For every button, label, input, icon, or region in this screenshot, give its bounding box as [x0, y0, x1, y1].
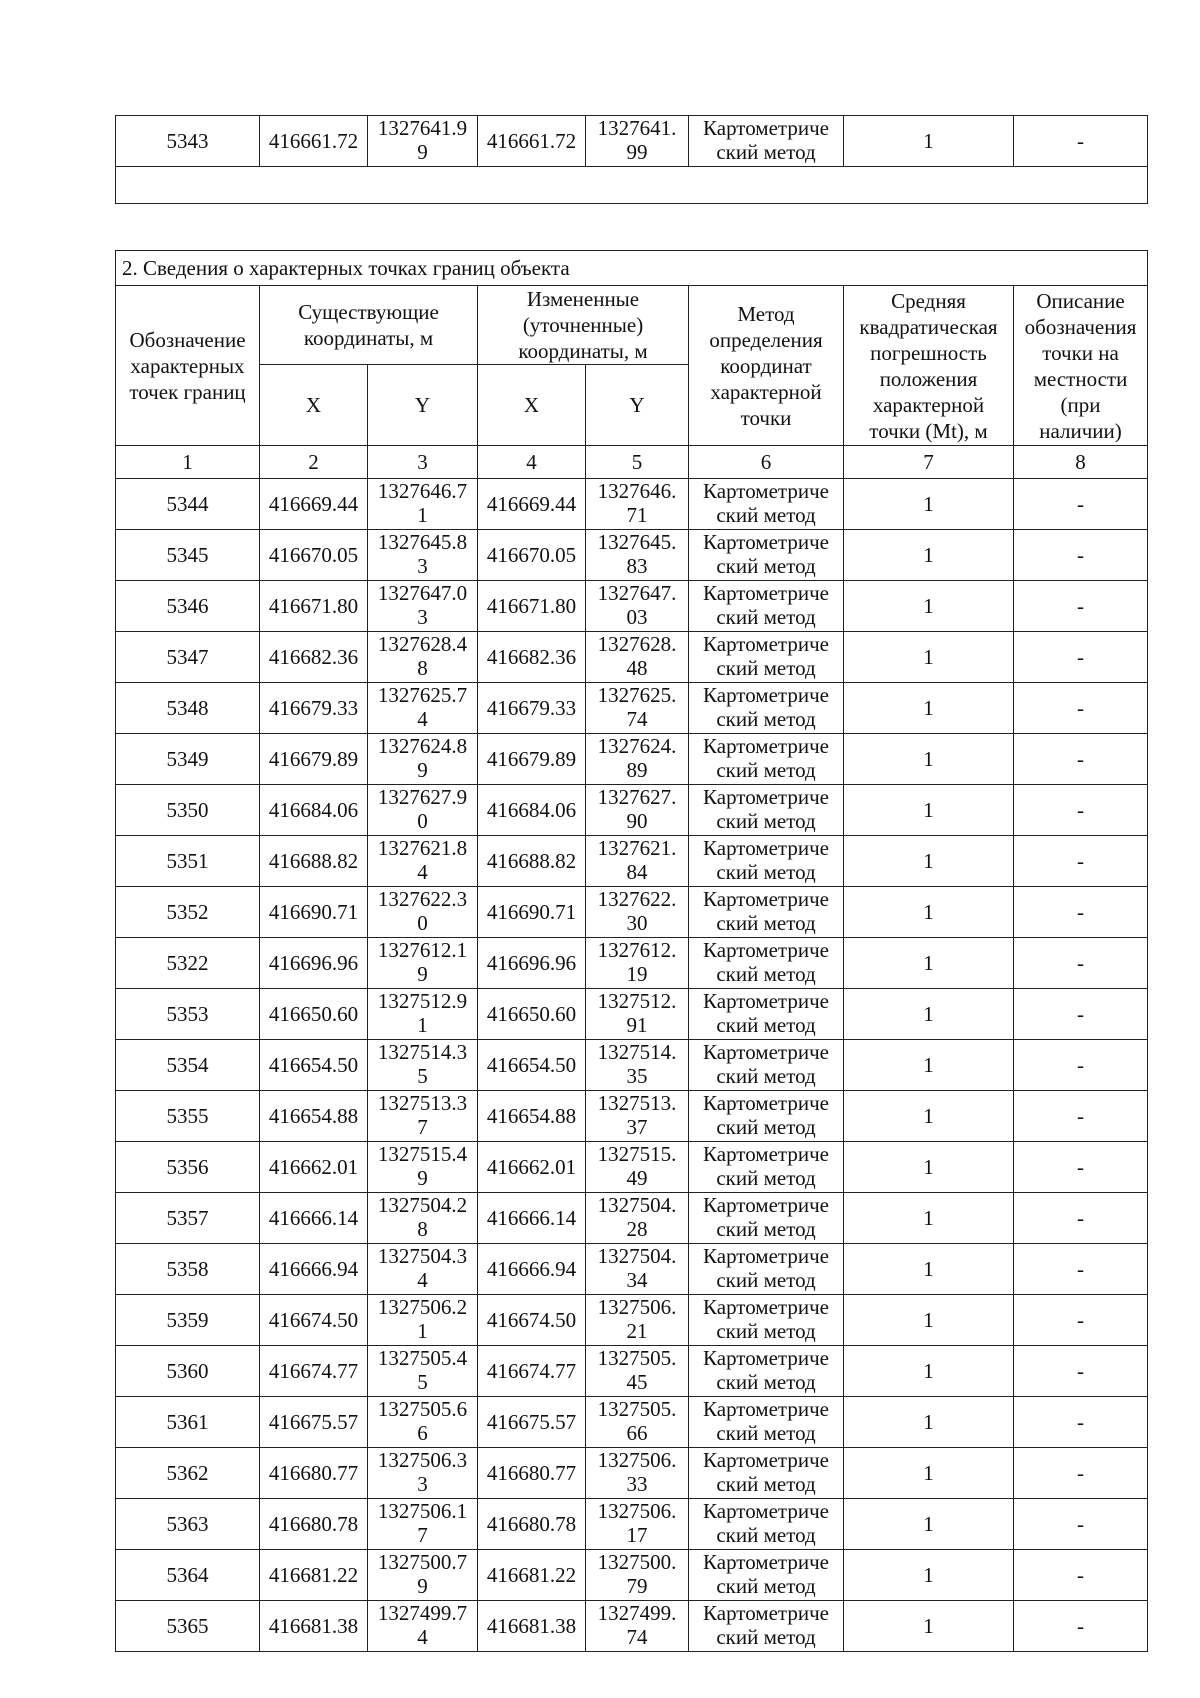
y-existing: 1327500.7 9 [368, 1550, 478, 1601]
x-existing: 416690.71 [260, 887, 368, 938]
description: - [1014, 632, 1148, 683]
x-new: 416681.22 [478, 1550, 586, 1601]
method: Картометриче ский метод [689, 1397, 844, 1448]
y-existing: 1327512.9 1 [368, 989, 478, 1040]
y-new: 1327512. 91 [586, 989, 689, 1040]
x-existing: 416684.06 [260, 785, 368, 836]
y-existing: 1327646.7 1 [368, 479, 478, 530]
description: - [1014, 989, 1148, 1040]
error-value: 1 [844, 1601, 1014, 1652]
empty-row [116, 167, 1148, 204]
x-new: 416662.01 [478, 1142, 586, 1193]
table-row [116, 989, 1148, 1040]
description: - [1014, 836, 1148, 887]
error-value: 1 [844, 581, 1014, 632]
x-new: 416688.82 [478, 836, 586, 887]
point-id: 5356 [116, 1142, 260, 1193]
error-value: 1 [844, 1091, 1014, 1142]
x-new: 416681.38 [478, 1601, 586, 1652]
y-existing: 1327499.7 4 [368, 1601, 478, 1652]
description: - [1014, 683, 1148, 734]
x-new: 416654.50 [478, 1040, 586, 1091]
error-value: 1 [844, 1040, 1014, 1091]
y-new: 1327514. 35 [586, 1040, 689, 1091]
y-existing: 1327625.7 4 [368, 683, 478, 734]
x-new: 416680.78 [478, 1499, 586, 1550]
x-existing: 416679.33 [260, 683, 368, 734]
y-new: 1327513. 37 [586, 1091, 689, 1142]
y-existing: 1327645.8 3 [368, 530, 478, 581]
header-error: Средняя квадратическая погрешность положения характерной точки (Mt), м [844, 286, 1014, 446]
y-new: 1327499. 74 [586, 1601, 689, 1652]
x-existing: 416666.14 [260, 1193, 368, 1244]
point-id: 5322 [116, 938, 260, 989]
x-existing: 416654.88 [260, 1091, 368, 1142]
x-existing: 416680.77 [260, 1448, 368, 1499]
description: - [1014, 479, 1148, 530]
x-new: 416679.89 [478, 734, 586, 785]
y-new: 1327641. 99 [586, 116, 689, 167]
method: Картометриче ский метод [689, 1193, 844, 1244]
error-value: 1 [844, 734, 1014, 785]
description: - [1014, 1040, 1148, 1091]
column-numbers-row [116, 446, 1148, 479]
method: Картометриче ский метод [689, 785, 844, 836]
table-row [116, 1193, 1148, 1244]
table-row [116, 1346, 1148, 1397]
description: - [1014, 1244, 1148, 1295]
previous-section-table [115, 115, 1148, 204]
error-value: 1 [844, 1397, 1014, 1448]
point-id: 5355 [116, 1091, 260, 1142]
x-new: 416690.71 [478, 887, 586, 938]
y-existing: 1327505.4 5 [368, 1346, 478, 1397]
description: - [1014, 116, 1148, 167]
x-existing: 416675.57 [260, 1397, 368, 1448]
table-row [116, 938, 1148, 989]
table-row [116, 1550, 1148, 1601]
table-row [116, 1448, 1148, 1499]
method: Картометриче ский метод [689, 530, 844, 581]
description: - [1014, 938, 1148, 989]
table-row [116, 785, 1148, 836]
table-row [116, 116, 1148, 167]
method: Картометриче ский метод [689, 1142, 844, 1193]
method: Картометриче ский метод [689, 1040, 844, 1091]
col-num: 6 [689, 446, 844, 479]
table-row [116, 1142, 1148, 1193]
y-new: 1327612. 19 [586, 938, 689, 989]
x-existing: 416681.22 [260, 1550, 368, 1601]
point-id: 5353 [116, 989, 260, 1040]
x-existing: 416661.72 [260, 116, 368, 167]
error-value: 1 [844, 836, 1014, 887]
error-value: 1 [844, 1346, 1014, 1397]
point-id: 5347 [116, 632, 260, 683]
y-existing: 1327641.9 9 [368, 116, 478, 167]
table-row [116, 1040, 1148, 1091]
x-existing: 416654.50 [260, 1040, 368, 1091]
x-existing: 416670.05 [260, 530, 368, 581]
method: Картометриче ский метод [689, 734, 844, 785]
x-new: 416674.77 [478, 1346, 586, 1397]
col-num: 1 [116, 446, 260, 479]
point-id: 5344 [116, 479, 260, 530]
header-x: X [260, 365, 368, 446]
method: Картометриче ский метод [689, 1550, 844, 1601]
col-num: 2 [260, 446, 368, 479]
error-value: 1 [844, 1448, 1014, 1499]
x-new: 416670.05 [478, 530, 586, 581]
y-existing: 1327506.2 1 [368, 1295, 478, 1346]
error-value: 1 [844, 1295, 1014, 1346]
table-row [116, 1397, 1148, 1448]
empty-cell [116, 167, 1148, 204]
x-new: 416682.36 [478, 632, 586, 683]
point-id: 5359 [116, 1295, 260, 1346]
table-row [116, 1499, 1148, 1550]
error-value: 1 [844, 116, 1014, 167]
header-description: Описание обозначения точки на местности (при наличии) [1014, 286, 1148, 446]
y-new: 1327505. 66 [586, 1397, 689, 1448]
point-id: 5363 [116, 1499, 260, 1550]
point-id: 5345 [116, 530, 260, 581]
description: - [1014, 1295, 1148, 1346]
y-new: 1327628. 48 [586, 632, 689, 683]
method: Картометриче ский метод [689, 1448, 844, 1499]
description: - [1014, 1346, 1148, 1397]
y-new: 1327504. 34 [586, 1244, 689, 1295]
header-point: Обозначение характерных точек границ [116, 286, 260, 446]
error-value: 1 [844, 1244, 1014, 1295]
col-num: 7 [844, 446, 1014, 479]
col-num: 8 [1014, 446, 1148, 479]
point-id: 5354 [116, 1040, 260, 1091]
x-new: 416696.96 [478, 938, 586, 989]
method: Картометриче ский метод [689, 116, 844, 167]
y-existing: 1327627.9 0 [368, 785, 478, 836]
table-row [116, 734, 1148, 785]
table-row [116, 530, 1148, 581]
y-new: 1327506. 33 [586, 1448, 689, 1499]
point-id: 5362 [116, 1448, 260, 1499]
y-existing: 1327504.3 4 [368, 1244, 478, 1295]
error-value: 1 [844, 1499, 1014, 1550]
description: - [1014, 1193, 1148, 1244]
method: Картометриче ский метод [689, 581, 844, 632]
description: - [1014, 734, 1148, 785]
table-row [116, 1244, 1148, 1295]
description: - [1014, 1499, 1148, 1550]
x-new: 416650.60 [478, 989, 586, 1040]
x-new: 416674.50 [478, 1295, 586, 1346]
method: Картометриче ский метод [689, 479, 844, 530]
boundary-points-table [115, 250, 1148, 1652]
error-value: 1 [844, 530, 1014, 581]
x-existing: 416681.38 [260, 1601, 368, 1652]
point-id: 5352 [116, 887, 260, 938]
x-existing: 416666.94 [260, 1244, 368, 1295]
table-row [116, 683, 1148, 734]
y-existing: 1327515.4 9 [368, 1142, 478, 1193]
error-value: 1 [844, 1193, 1014, 1244]
method: Картометриче ский метод [689, 887, 844, 938]
point-id: 5358 [116, 1244, 260, 1295]
point-id: 5350 [116, 785, 260, 836]
y-new: 1327625. 74 [586, 683, 689, 734]
method: Картометриче ский метод [689, 938, 844, 989]
point-id: 5365 [116, 1601, 260, 1652]
x-existing: 416674.77 [260, 1346, 368, 1397]
method: Картометриче ский метод [689, 683, 844, 734]
point-id: 5364 [116, 1550, 260, 1601]
x-existing: 416679.89 [260, 734, 368, 785]
error-value: 1 [844, 683, 1014, 734]
x-new: 416666.94 [478, 1244, 586, 1295]
y-existing: 1327513.3 7 [368, 1091, 478, 1142]
x-new: 416654.88 [478, 1091, 586, 1142]
x-new: 416669.44 [478, 479, 586, 530]
point-id: 5357 [116, 1193, 260, 1244]
table-row [116, 1091, 1148, 1142]
x-existing: 416680.78 [260, 1499, 368, 1550]
x-existing: 416671.80 [260, 581, 368, 632]
x-new: 416675.57 [478, 1397, 586, 1448]
table-row [116, 836, 1148, 887]
point-id: 5343 [116, 116, 260, 167]
col-num: 5 [586, 446, 689, 479]
header-method: Метод определения координат характерной точки [689, 286, 844, 446]
point-id: 5361 [116, 1397, 260, 1448]
y-new: 1327627. 90 [586, 785, 689, 836]
error-value: 1 [844, 989, 1014, 1040]
y-new: 1327647. 03 [586, 581, 689, 632]
section-title: 2. Сведения о характерных точках границ объекта [116, 251, 1148, 286]
method: Картометриче ский метод [689, 989, 844, 1040]
point-id: 5360 [116, 1346, 260, 1397]
table-row [116, 632, 1148, 683]
x-new: 416679.33 [478, 683, 586, 734]
description: - [1014, 530, 1148, 581]
header-row [116, 286, 1148, 365]
error-value: 1 [844, 887, 1014, 938]
error-value: 1 [844, 1550, 1014, 1601]
y-new: 1327500. 79 [586, 1550, 689, 1601]
header-existing: Существующие координаты, м [260, 286, 478, 365]
x-existing: 416662.01 [260, 1142, 368, 1193]
error-value: 1 [844, 785, 1014, 836]
y-new: 1327622. 30 [586, 887, 689, 938]
y-existing: 1327624.8 9 [368, 734, 478, 785]
y-new: 1327506. 21 [586, 1295, 689, 1346]
table-row [116, 1295, 1148, 1346]
x-new: 416661.72 [478, 116, 586, 167]
point-id: 5346 [116, 581, 260, 632]
table-row [116, 1601, 1148, 1652]
method: Картометриче ский метод [689, 1499, 844, 1550]
x-new: 416684.06 [478, 785, 586, 836]
table-row [116, 581, 1148, 632]
y-new: 1327504. 28 [586, 1193, 689, 1244]
y-existing: 1327612.1 9 [368, 938, 478, 989]
header-y: Y [368, 365, 478, 446]
error-value: 1 [844, 479, 1014, 530]
description: - [1014, 1397, 1148, 1448]
method: Картометриче ский метод [689, 1601, 844, 1652]
x-existing: 416650.60 [260, 989, 368, 1040]
y-existing: 1327647.0 3 [368, 581, 478, 632]
col-num: 4 [478, 446, 586, 479]
x-existing: 416696.96 [260, 938, 368, 989]
y-new: 1327505. 45 [586, 1346, 689, 1397]
section-title-row [116, 251, 1148, 286]
error-value: 1 [844, 1142, 1014, 1193]
description: - [1014, 1142, 1148, 1193]
method: Картометриче ский метод [689, 1295, 844, 1346]
y-existing: 1327514.3 5 [368, 1040, 478, 1091]
error-value: 1 [844, 632, 1014, 683]
y-existing: 1327504.2 8 [368, 1193, 478, 1244]
y-new: 1327646. 71 [586, 479, 689, 530]
header-y2: Y [586, 365, 689, 446]
x-existing: 416674.50 [260, 1295, 368, 1346]
point-id: 5351 [116, 836, 260, 887]
header-changed: Измененные (уточненные) координаты, м [478, 286, 689, 365]
method: Картометриче ский метод [689, 1091, 844, 1142]
description: - [1014, 581, 1148, 632]
x-existing: 416688.82 [260, 836, 368, 887]
description: - [1014, 1601, 1148, 1652]
x-existing: 416682.36 [260, 632, 368, 683]
y-existing: 1327628.4 8 [368, 632, 478, 683]
y-new: 1327645. 83 [586, 530, 689, 581]
method: Картометриче ский метод [689, 1244, 844, 1295]
point-id: 5348 [116, 683, 260, 734]
y-new: 1327515. 49 [586, 1142, 689, 1193]
x-existing: 416669.44 [260, 479, 368, 530]
method: Картометриче ский метод [689, 632, 844, 683]
y-existing: 1327621.8 4 [368, 836, 478, 887]
point-id: 5349 [116, 734, 260, 785]
header-x2: X [478, 365, 586, 446]
x-new: 416666.14 [478, 1193, 586, 1244]
description: - [1014, 887, 1148, 938]
description: - [1014, 1448, 1148, 1499]
x-new: 416671.80 [478, 581, 586, 632]
y-existing: 1327506.1 7 [368, 1499, 478, 1550]
y-existing: 1327505.6 6 [368, 1397, 478, 1448]
table-row [116, 887, 1148, 938]
method: Картометриче ский метод [689, 1346, 844, 1397]
description: - [1014, 785, 1148, 836]
y-existing: 1327506.3 3 [368, 1448, 478, 1499]
y-new: 1327624. 89 [586, 734, 689, 785]
description: - [1014, 1091, 1148, 1142]
col-num: 3 [368, 446, 478, 479]
table-row [116, 479, 1148, 530]
y-existing: 1327622.3 0 [368, 887, 478, 938]
y-new: 1327506. 17 [586, 1499, 689, 1550]
error-value: 1 [844, 938, 1014, 989]
method: Картометриче ский метод [689, 836, 844, 887]
description: - [1014, 1550, 1148, 1601]
x-new: 416680.77 [478, 1448, 586, 1499]
y-new: 1327621. 84 [586, 836, 689, 887]
